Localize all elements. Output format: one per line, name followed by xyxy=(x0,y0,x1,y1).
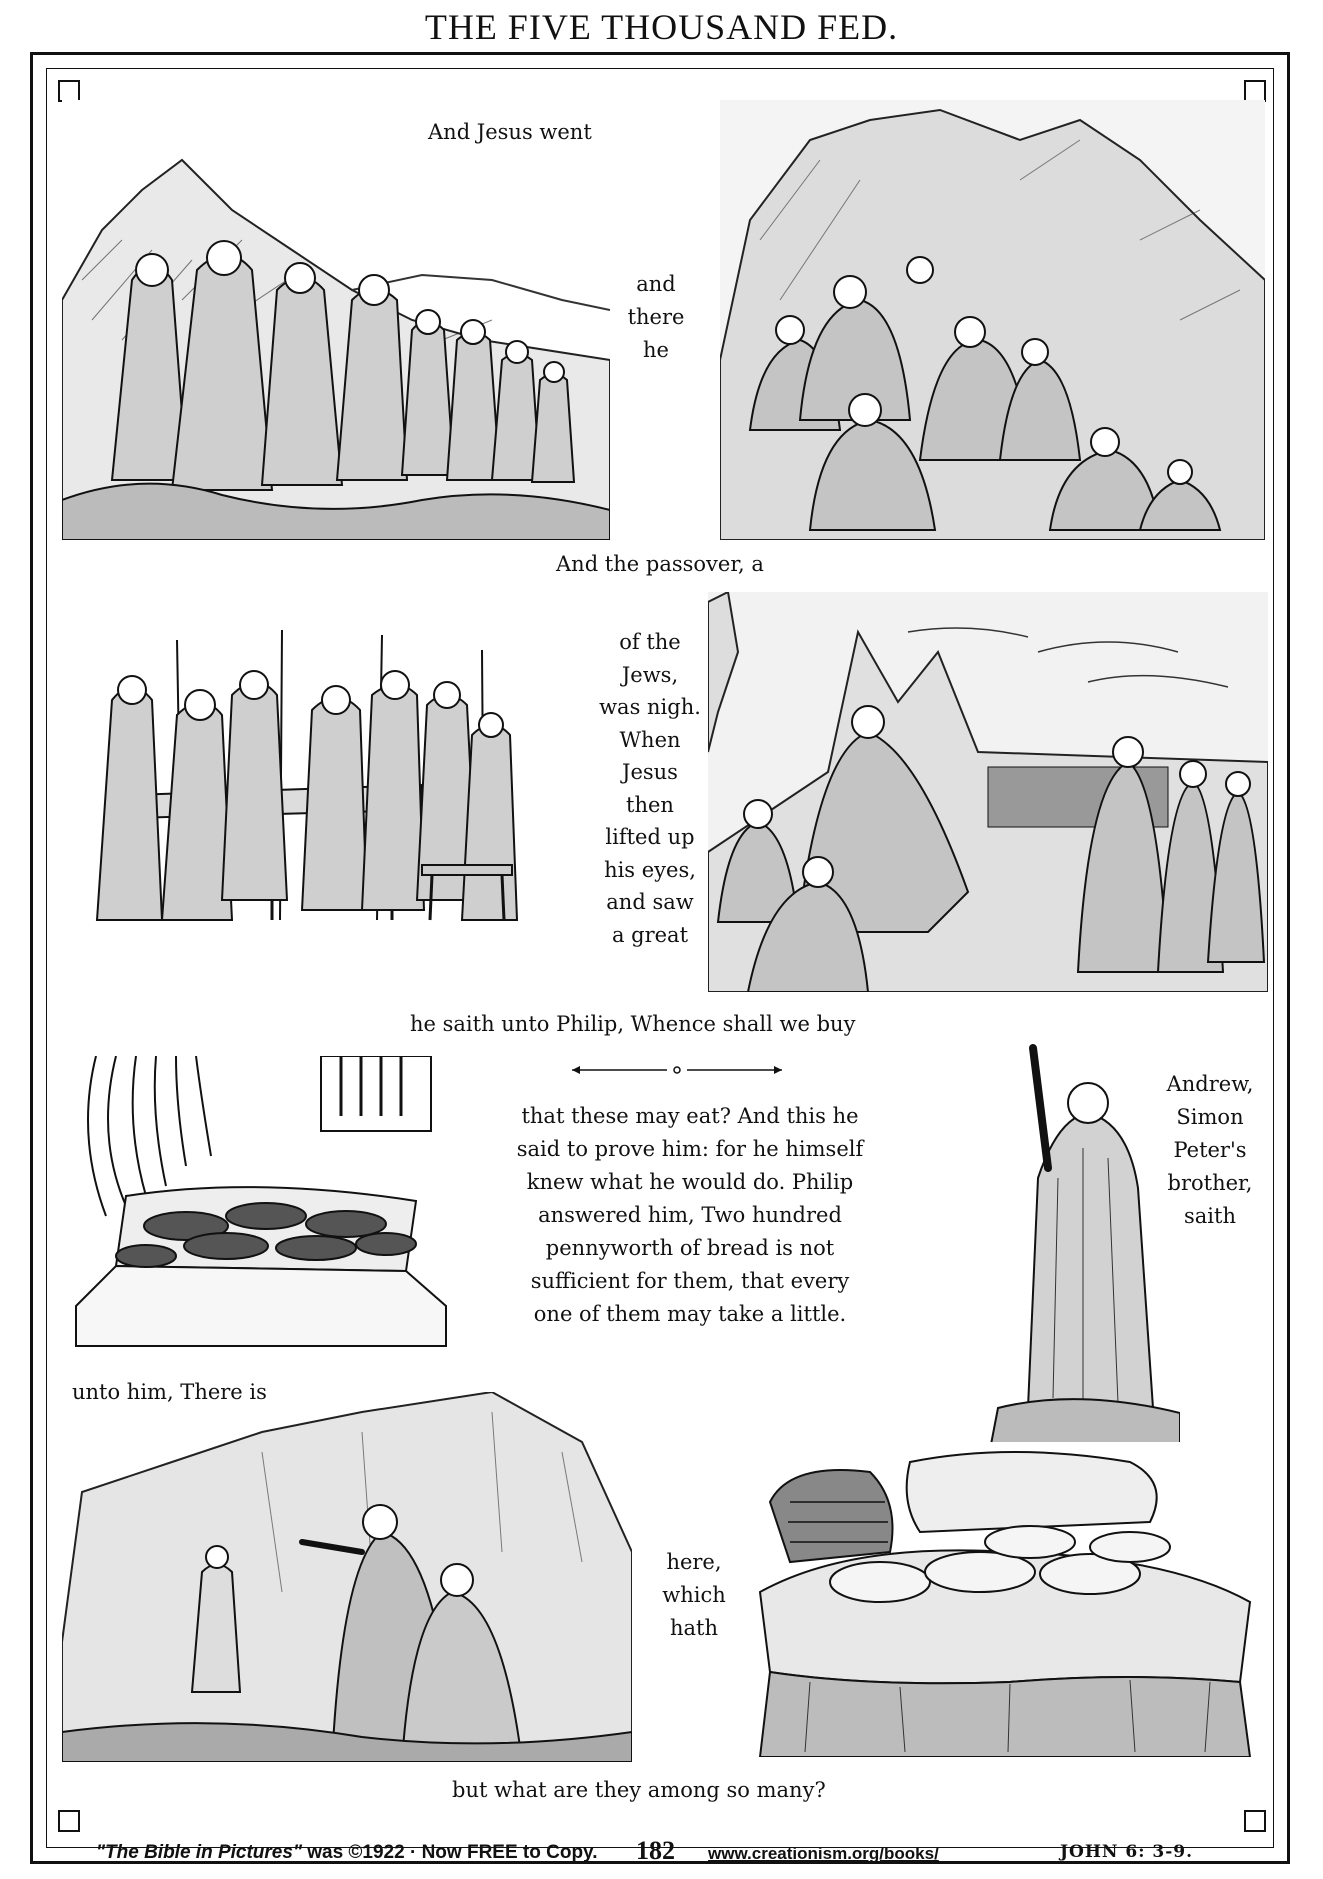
caption-that-these-may-eat xyxy=(480,1100,900,1331)
caption-line: answered him, Two hundred xyxy=(538,1203,842,1227)
caption-line: one of them may take a little. xyxy=(533,1302,847,1326)
caption-but-what-are-they: but what are they among so many? xyxy=(452,1778,826,1802)
footer-book-title: "The Bible in Pictures" xyxy=(96,1842,302,1863)
corner-ornament xyxy=(1244,80,1266,102)
caption-line: and xyxy=(636,272,676,296)
caption-line: there xyxy=(627,305,685,329)
caption-line: he xyxy=(643,338,669,362)
caption-line: knew what he would do. Philip xyxy=(526,1170,854,1194)
caption-line: which xyxy=(662,1583,726,1607)
caption-line: sufficient for them, that every xyxy=(530,1269,850,1293)
caption-line: his eyes, xyxy=(604,857,696,882)
corner-ornament xyxy=(1244,1810,1266,1832)
caption-line: and saw xyxy=(606,890,694,914)
caption-line: here, xyxy=(666,1550,722,1574)
illustration-boy-with-basket xyxy=(62,1392,632,1762)
caption-line: then xyxy=(626,792,674,817)
caption-and-there-he xyxy=(610,268,702,367)
caption-line: was nigh. xyxy=(599,695,701,719)
caption-line: brother, xyxy=(1167,1171,1253,1195)
caption-line: said to prove him: for he himself xyxy=(516,1137,864,1161)
footer-credit xyxy=(96,1842,598,1864)
illustration-jesus-seated-hillside xyxy=(720,100,1265,540)
caption-line: of the xyxy=(619,630,681,654)
caption-line: that these may eat? And this he xyxy=(521,1104,859,1128)
illustration-bread-table xyxy=(66,1056,454,1356)
caption-line: Jews, xyxy=(621,662,679,687)
caption-line: hath xyxy=(669,1616,718,1640)
caption-line: pennyworth of bread is not xyxy=(545,1236,835,1260)
corner-ornament xyxy=(58,1810,80,1832)
caption-line: Simon xyxy=(1176,1105,1244,1129)
illustration-basket-and-loaves xyxy=(750,1442,1258,1757)
caption-line: Peter's xyxy=(1173,1138,1247,1162)
caption-line: a great xyxy=(611,922,689,947)
page-number: 182 xyxy=(636,1836,675,1865)
ornamental-divider xyxy=(572,1064,782,1076)
page-title: THE FIVE THOUSAND FED. xyxy=(424,7,899,47)
caption-he-saith-unto-philip: he saith unto Philip, Whence shall we buy xyxy=(410,1012,856,1036)
corner-ornament xyxy=(58,80,80,102)
illustration-jesus-walking xyxy=(62,100,610,540)
caption-line: Jesus xyxy=(622,760,678,784)
caption-line: lifted up xyxy=(605,825,695,849)
caption-line: Andrew, xyxy=(1166,1072,1254,1096)
footer-copyright: was ©1922 · Now FREE to Copy. xyxy=(301,1842,598,1863)
illustration-seeing-multitude xyxy=(708,592,1268,992)
caption-and-jesus-went: And Jesus went xyxy=(428,120,592,144)
footer-url-link[interactable]: www.creationism.org/books/ xyxy=(708,1844,939,1863)
illustration-passover-meal xyxy=(92,620,552,940)
caption-andrew-simon-peters-brother xyxy=(1150,1068,1270,1233)
caption-of-the-jews xyxy=(590,626,710,951)
caption-and-the-passover: And the passover, a xyxy=(556,552,764,576)
scripture-reference: JOHN 6: 3-9. xyxy=(1060,1842,1194,1862)
caption-here-which-hath xyxy=(648,1546,740,1645)
caption-line: When xyxy=(619,727,681,752)
caption-unto-him-there-is: unto him, There is xyxy=(72,1380,267,1404)
caption-line: saith xyxy=(1184,1204,1236,1228)
